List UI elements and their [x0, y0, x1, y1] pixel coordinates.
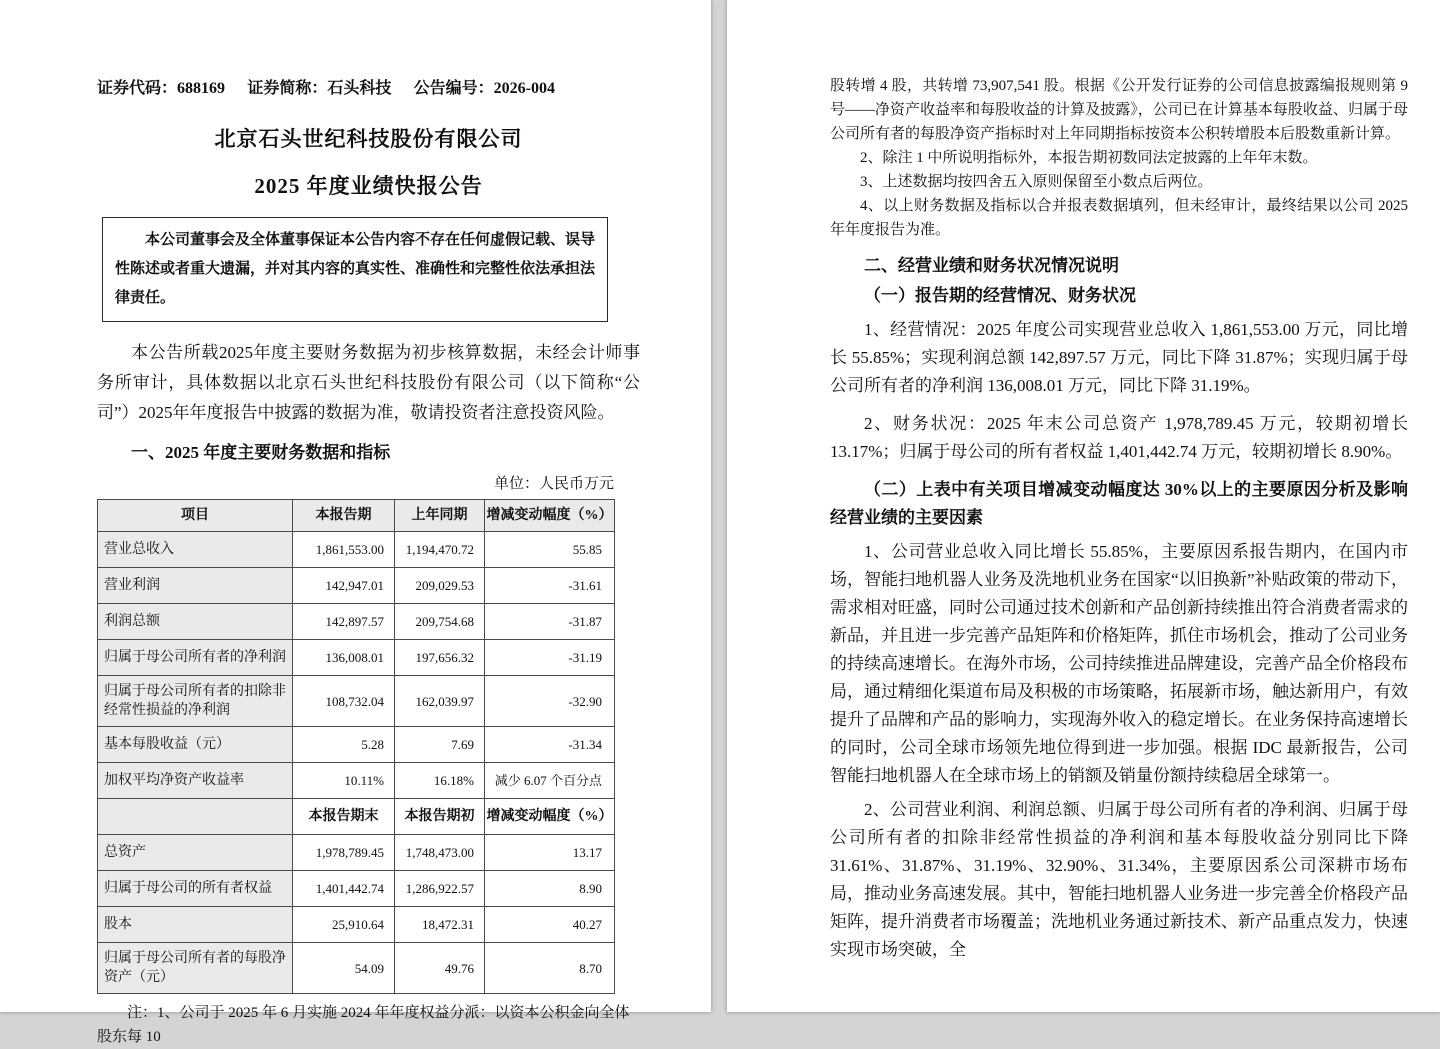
unit-label: 单位：人民币万元: [493, 476, 614, 492]
column-header-change: 增减变动幅度（%）: [485, 500, 615, 532]
cell-change: 8.90: [485, 871, 615, 907]
section-two-one-title: （一）报告期的经营情况、财务状况: [864, 286, 1136, 305]
column-header-change: 增减变动幅度（%）: [485, 799, 615, 835]
table-row-net-profit-deducted: [98, 676, 615, 727]
cell-change: 40.27: [485, 907, 615, 943]
cell-current: 142,897.57: [293, 604, 395, 640]
cell-current: 10.11%: [293, 763, 395, 799]
row-label: 归属于母公司所有者的净利润: [98, 640, 293, 676]
cell-change: 55.85: [485, 532, 615, 568]
cell-period-end: 1,401,442.74: [293, 871, 395, 907]
column-header-empty: [98, 799, 293, 835]
cell-period-begin: 18,472.31: [395, 907, 485, 943]
section-two-two-title: （二）上表中有关项目增减变动幅度达 30%以上的主要原因分析及影响经营业绩的主要因素: [830, 480, 1408, 527]
board-declaration-box: 本公司董事会及全体董事保证本公告内容不存在任何虚假记载、误导性陈述或者重大遗漏，并对其内容的真实性、准确性和完整性依法承担法律责任。: [102, 217, 608, 322]
note-item-2: 2、除注 1 中所说明指标外，本报告期初数同法定披露的上年年末数。: [860, 150, 1318, 166]
row-label: 基本每股收益（元）: [98, 727, 293, 763]
table-header-point: [98, 799, 615, 835]
row-label: 归属于母公司所有者的每股净资产（元）: [98, 943, 293, 994]
cell-change: 13.17: [485, 835, 615, 871]
table-row-operating-profit: [98, 568, 615, 604]
announcement-number-label: 公告编号：2026-004: [413, 80, 555, 97]
row-label: 归属于母公司的所有者权益: [98, 871, 293, 907]
table-row-basic-eps: [98, 727, 615, 763]
cell-period-end: 54.09: [293, 943, 395, 994]
table-row-weighted-roe: [98, 763, 615, 799]
cell-prior: 209,029.53: [395, 568, 485, 604]
table-note: 注：1、公司于 2025 年 6 月实施 2024 年年度权益分派：以资本公积金向全体股东每 10: [97, 1005, 630, 1045]
table-row-total-assets: [98, 835, 615, 871]
note-item-3: 3、上述数据均按四舍五入原则保留至小数点后两位。: [860, 174, 1213, 190]
column-header-period-end: 本报告期末: [293, 799, 395, 835]
row-label: 利润总额: [98, 604, 293, 640]
stock-name-label: 证券简称：石头科技: [247, 80, 392, 97]
cell-period-begin: 1,286,922.57: [395, 871, 485, 907]
financial-indicators-table: [97, 499, 615, 994]
table-row-total-profit: [98, 604, 615, 640]
cell-change: -31.61: [485, 568, 615, 604]
table-row-net-assets-per-share: [98, 943, 615, 994]
cell-change: -31.19: [485, 640, 615, 676]
cell-prior: 7.69: [395, 727, 485, 763]
table-header-period: [98, 500, 615, 532]
table-row-net-profit-parent: [98, 640, 615, 676]
cell-current: 108,732.04: [293, 676, 395, 727]
row-label: 营业利润: [98, 568, 293, 604]
operating-situation-paragraph: 1、经营情况：2025 年度公司实现营业总收入 1,861,553.00 万元，同比增长 55.85%；实现利润总额 142,897.57 万元，同比下降 31.87%；实现归属于母公司所有者的净利润 136,008.01 万元，同比下降 31.19%。: [830, 320, 1408, 395]
row-label: 营业总收入: [98, 532, 293, 568]
cell-change: 8.70: [485, 943, 615, 994]
row-label: 加权平均净资产收益率: [98, 763, 293, 799]
document-page-left: [0, 0, 711, 1045]
column-header-item: 项目: [98, 500, 293, 532]
table-row-total-revenue: [98, 532, 615, 568]
reason-paragraph-1: 1、公司营业总收入同比增长 55.85%，主要原因系报告期内，在国内市场，智能扫地机器人业务及洗地机业务在国家“以旧换新”补贴政策的带动下，需求相对旺盛，同时公司通过技术创新和产品创新持续推出符合消费者需求的新品，并且进一步完善产品矩阵和价格矩阵，抓住市场机会，推动了公司业务的持续高速增长。在海外市场，公司持续推进品牌建设，完善产品全价格段布局，通过精细化渠道布局及积极的市场策略，拓展新市场，触达新用户，有效提升了品牌和产品的影响力，实现海外收入的稳定增长。在业务保持高速增长的同时，公司全球市场领先地位得到进一步加强。根据 IDC 最新报告，公司智能扫地机器人在全球市场上的销额及销量份额持续稳居全球第一。: [830, 542, 1408, 785]
cell-prior: 16.18%: [395, 763, 485, 799]
cell-period-begin: 1,748,473.00: [395, 835, 485, 871]
report-title: 2025 年度业绩快报公告: [254, 174, 483, 198]
left-page-content: [97, 0, 640, 1049]
cell-period-end: 25,910.64: [293, 907, 395, 943]
column-header-prior-period: 上年同期: [395, 500, 485, 532]
row-label: 归属于母公司所有者的扣除非经常性损益的净利润: [98, 676, 293, 727]
column-header-period-begin: 本报告期初: [395, 799, 485, 835]
section-one-title: 一、2025 年度主要财务数据和指标: [131, 443, 391, 462]
financial-situation-paragraph: 2、财务状况：2025 年末公司总资产 1,978,789.45 万元，较期初增长 13.17%；归属于母公司的所有者权益 1,401,442.74 万元，较期初增长 8.90%。: [830, 414, 1408, 461]
table-row-share-capital: [98, 907, 615, 943]
cell-change: -31.34: [485, 727, 615, 763]
cell-change: -32.90: [485, 676, 615, 727]
stock-code-label: 证券代码：688169: [97, 80, 226, 97]
cell-current: 5.28: [293, 727, 395, 763]
cell-prior: 197,656.32: [395, 640, 485, 676]
row-label: 股本: [98, 907, 293, 943]
note-continuation: 股转增 4 股，共转增 73,907,541 股。根据《公开发行证券的公司信息披露编报规则第 9 号——净资产收益率和每股收益的计算及披露》，公司已在计算基本每股收益、归属于母公司所有者的每股净资产指标时对上年同期指标按资本公积转增股本后股数重新计算。: [830, 78, 1408, 142]
cell-current: 136,008.01: [293, 640, 395, 676]
document-page-right: [727, 0, 1440, 1012]
table-row-equity-parent: [98, 871, 615, 907]
cell-change: -31.87: [485, 604, 615, 640]
company-title: 北京石头世纪科技股份有限公司: [214, 127, 523, 151]
reason-paragraph-2: 2、公司营业利润、利润总额、归属于母公司所有者的净利润、归属于母公司所有者的扣除非经常性损益的净利润和基本每股收益分别同比下降 31.61%、31.87%、31.19%、32.90%、31.34%，主要原因系公司深耕市场布局，推动业务高速发展。其中，智能扫地机器人业务进一步完善全价格段产品矩阵，提升消费者市场覆盖；洗地机业务通过新技术、新产品重点发力，快速实现市场突破，全: [830, 800, 1408, 959]
cell-change: 减少 6.07 个百分点: [485, 763, 615, 799]
cell-period-end: 1,978,789.45: [293, 835, 395, 871]
row-label: 总资产: [98, 835, 293, 871]
cell-prior: 162,039.97: [395, 676, 485, 727]
section-two-title: 二、经营业绩和财务状况情况说明: [864, 256, 1119, 275]
cell-period-begin: 49.76: [395, 943, 485, 994]
cell-current: 1,861,553.00: [293, 532, 395, 568]
cell-current: 142,947.01: [293, 568, 395, 604]
right-page-content: [830, 0, 1408, 964]
column-header-current-period: 本报告期: [293, 500, 395, 532]
cell-prior: 1,194,470.72: [395, 532, 485, 568]
cell-prior: 209,754.68: [395, 604, 485, 640]
document-meta-row: [97, 78, 555, 100]
note-item-4: 4、以上财务数据及指标以合并报表数据填列，但未经审计，最终结果以公司 2025 年年度报告为准。: [830, 198, 1408, 238]
intro-paragraph: 本公告所载2025年度主要财务数据为初步核算数据，未经会计师事务所审计，具体数据以北京石头世纪科技股份有限公司（以下简称“公司”）2025年年度报告中披露的数据为准，敬请投资者注意投资风险。: [97, 343, 640, 422]
